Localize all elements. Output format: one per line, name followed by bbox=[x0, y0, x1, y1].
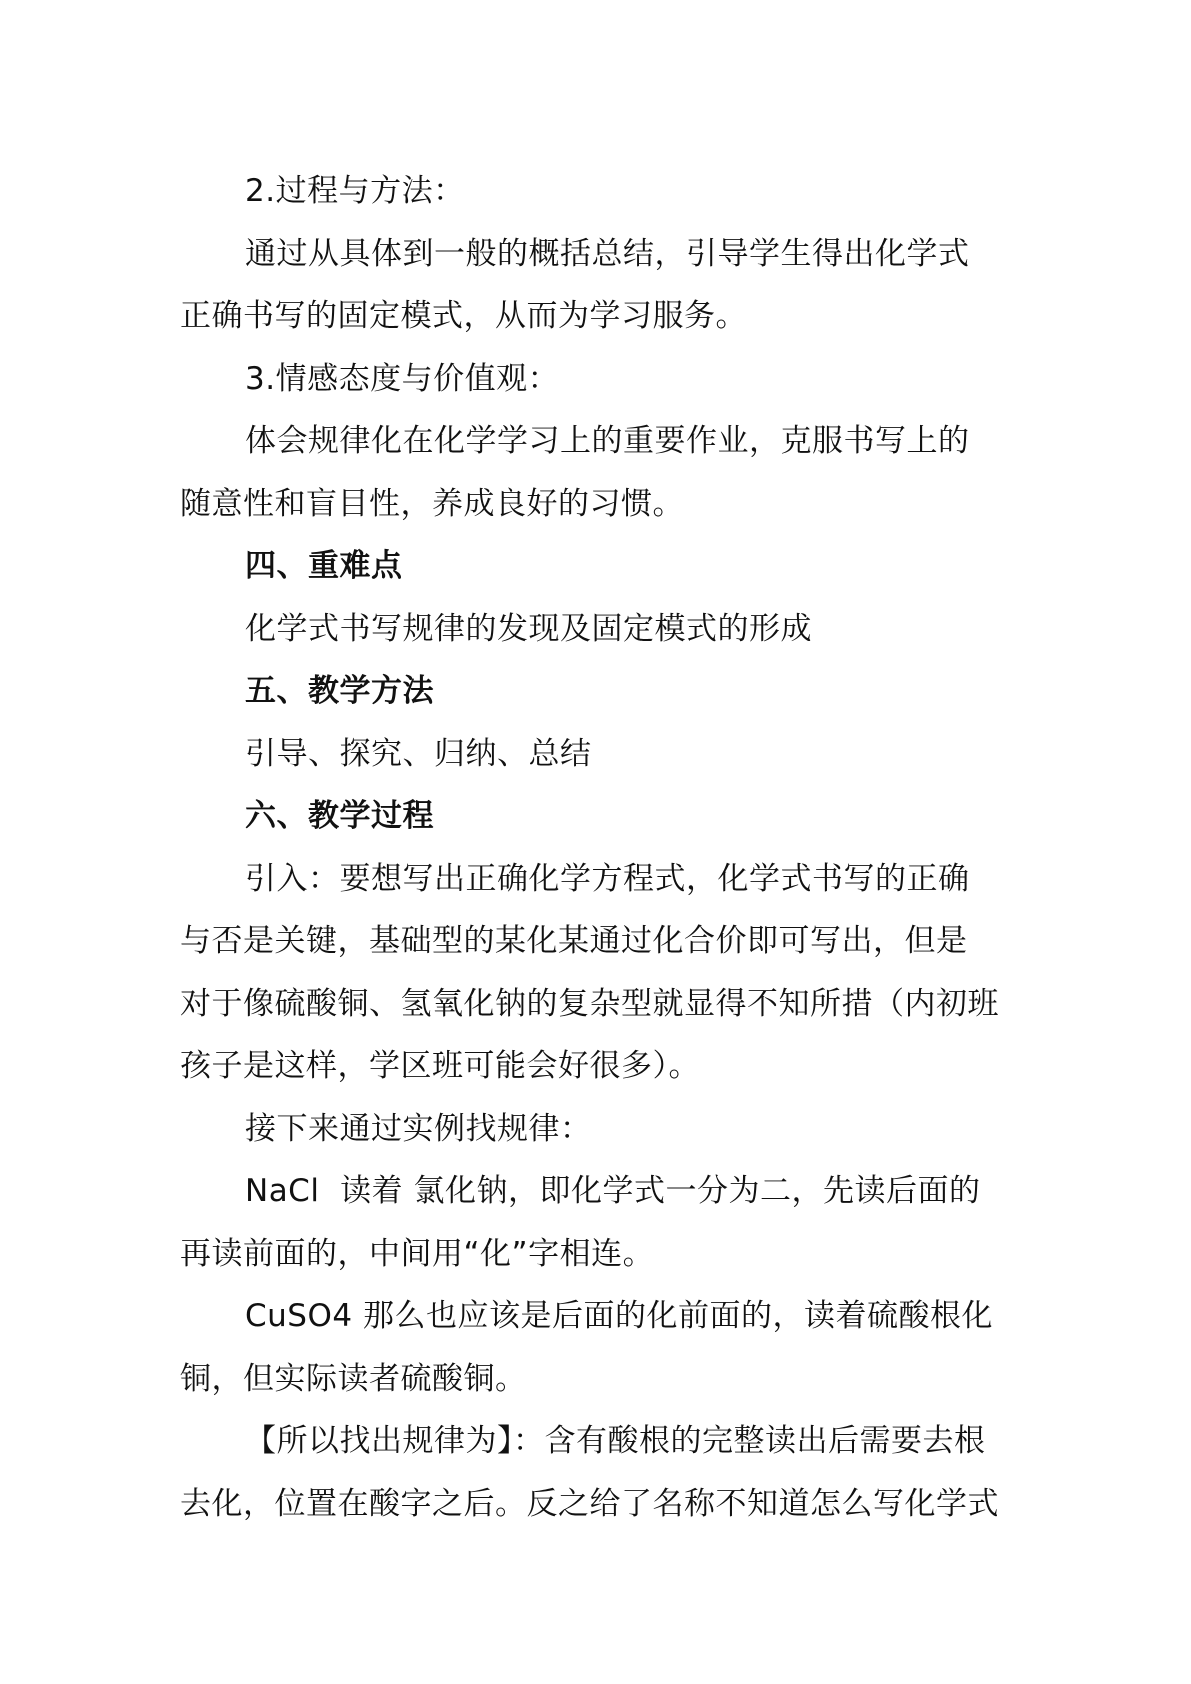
section-heading-teaching-process: 六、教学过程 bbox=[245, 798, 434, 834]
paragraph-line: 化学式书写规律的发现及固定模式的形成 bbox=[245, 610, 812, 647]
paragraph-line: 【所以找出规律为】：含有酸根的完整读出后需要去根 bbox=[245, 1423, 986, 1459]
paragraph-line: 引入：要想写出正确化学方程式，化学式书写的正确 bbox=[245, 860, 970, 897]
paragraph-line: 随意性和盲目性，养成良好的习惯。 bbox=[180, 485, 684, 522]
paragraph-line: NaCl 读着 氯化钠，即化学式一分为二，先读后面的 bbox=[245, 1173, 981, 1209]
section-heading-teaching-methods: 五、教学方法 bbox=[245, 673, 434, 709]
document-body bbox=[180, 160, 1020, 1535]
paragraph-line: 正确书写的固定模式，从而为学习服务。 bbox=[180, 298, 747, 334]
paragraph-line: CuSO4 那么也应该是后面的化前面的，读着硫酸根化 bbox=[245, 1298, 993, 1334]
paragraph-line: 体会规律化在化学学习上的重要作业，克服书写上的 bbox=[245, 423, 970, 459]
subheading-attitude-values: 3.情感态度与价值观： bbox=[245, 360, 560, 397]
subheading-process-method: 2.过程与方法： bbox=[245, 173, 465, 209]
paragraph-line: 孩子是这样，学区班可能会好很多）。 bbox=[180, 1048, 700, 1084]
section-heading-key-difficulties: 四、重难点 bbox=[245, 548, 403, 584]
paragraph-line: 去化，位置在酸字之后。反之给了名称不知道怎么写化学式 bbox=[180, 1485, 999, 1522]
paragraph-line: 引导、探究、归纳、总结 bbox=[245, 735, 592, 772]
paragraph-line: 与否是关键，基础型的某化某通过化合价即可写出，但是 bbox=[180, 923, 968, 959]
paragraph-line: 对于像硫酸铜、氢氧化钠的复杂型就显得不知所措（内初班 bbox=[180, 985, 999, 1022]
paragraph-line: 接下来通过实例找规律： bbox=[245, 1110, 592, 1147]
paragraph-line: 铜，但实际读者硫酸铜。 bbox=[180, 1360, 527, 1397]
paragraph-line: 通过从具体到一般的概括总结，引导学生得出化学式 bbox=[245, 235, 970, 272]
paragraph-line: 再读前面的，中间用“化”字相连。 bbox=[180, 1235, 655, 1272]
